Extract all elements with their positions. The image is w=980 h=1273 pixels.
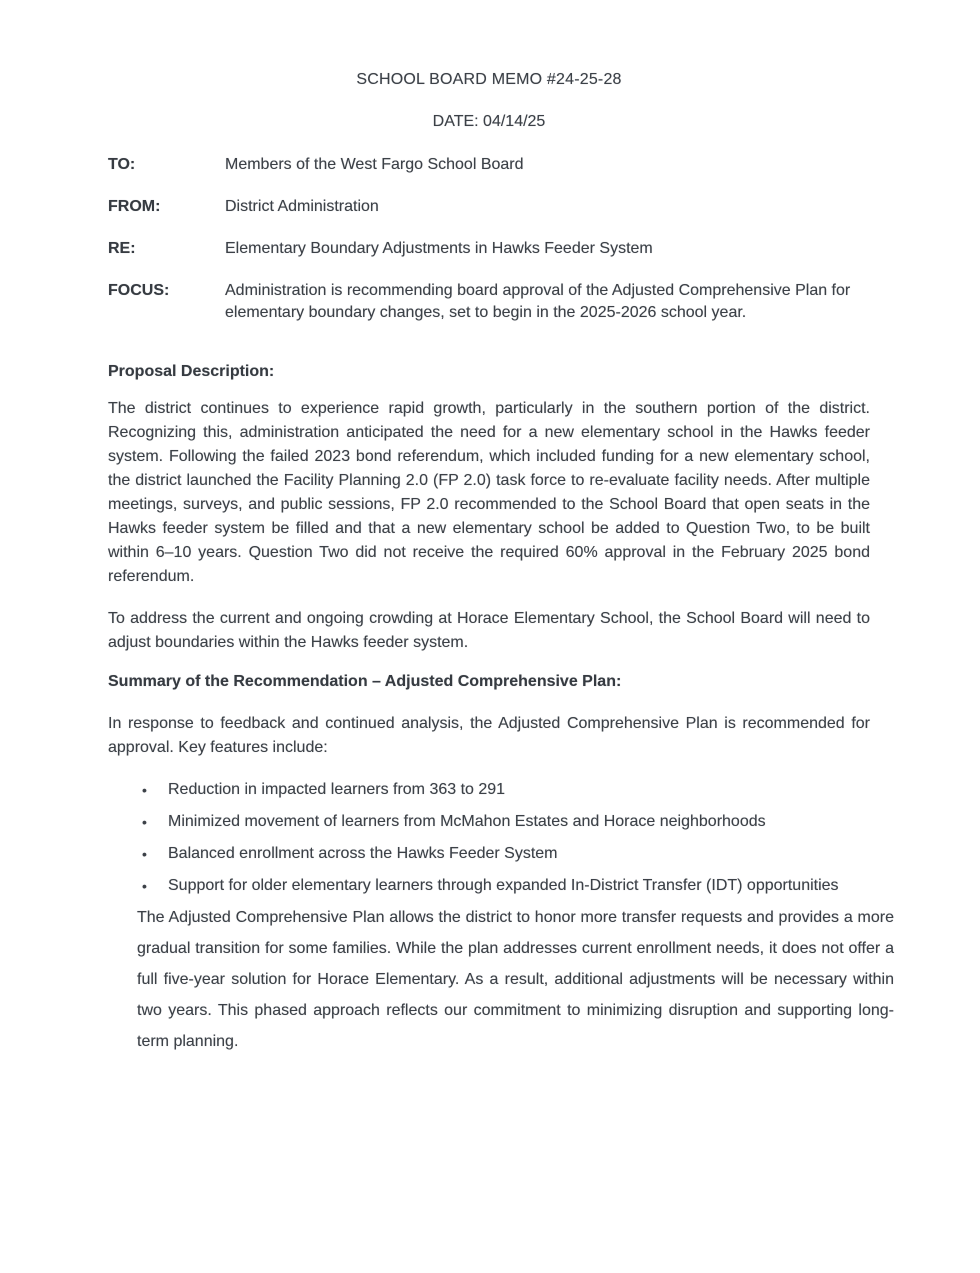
memo-date-line: DATE: 04/14/25 xyxy=(432,113,546,130)
bullet-icon: • xyxy=(142,878,147,894)
bullet-icon: • xyxy=(142,846,147,862)
memo-field-re xyxy=(108,238,870,260)
list-item xyxy=(108,870,870,902)
bullet-icon: • xyxy=(142,814,147,830)
memo-field-focus-value: Administration is recommending board approval of the Adjusted Comprehensive Plan for elementary boundary changes, set to begin in the 2025-2026 school year. xyxy=(225,282,851,321)
memo-field-focus xyxy=(108,280,870,324)
memo-field-from-label: FROM: xyxy=(108,198,161,215)
memo-header-fields xyxy=(108,154,870,324)
list-item-text: Reduction in impacted learners from 363 to 291 xyxy=(168,781,506,798)
memo-field-from xyxy=(108,196,870,218)
memo-field-re-value: Elementary Boundary Adjustments in Hawks Feeder System xyxy=(225,240,653,257)
proposal-description-heading: Proposal Description: xyxy=(108,363,275,380)
memo-field-to-value: Members of the West Fargo School Board xyxy=(225,156,524,173)
list-item-text: Support for older elementary learners through expanded In-District Transfer (IDT) opportunities xyxy=(168,877,839,894)
list-item xyxy=(108,774,870,806)
list-item xyxy=(108,838,870,870)
list-item-text: Balanced enrollment across the Hawks Feeder System xyxy=(168,845,558,862)
list-item xyxy=(108,806,870,838)
memo-field-re-label: RE: xyxy=(108,240,136,257)
memo-field-to-label: TO: xyxy=(108,156,136,173)
bullet-icon: • xyxy=(142,782,147,798)
summary-closing-paragraph: The Adjusted Comprehensive Plan allows the district to honor more transfer requests and provides a more gradual transition for some families. While the plan addresses current enrollment needs, it does not offer a full five-year solution for Horace Elementary. As a result, additional adjustments will be necessary within two years. This phased approach reflects our commitment to minimizing disruption and supporting long-term planning. xyxy=(137,909,894,1050)
list-item-text: Minimized movement of learners from McMahon Estates and Horace neighborhoods xyxy=(168,813,766,830)
summary-recommendation-heading: Summary of the Recommendation – Adjusted Comprehensive Plan: xyxy=(108,673,622,690)
memo-title: SCHOOL BOARD MEMO #24-25-28 xyxy=(356,71,622,88)
proposal-paragraph-2: To address the current and ongoing crowding at Horace Elementary School, the School Board will need to adjust boundaries within the Hawks feeder system. xyxy=(108,610,870,651)
memo-field-focus-label: FOCUS: xyxy=(108,282,170,299)
summary-intro-paragraph: In response to feedback and continued analysis, the Adjusted Comprehensive Plan is recommended for approval. Key features include: xyxy=(108,715,870,756)
key-features-list xyxy=(108,774,870,902)
proposal-paragraph-1: The district continues to experience rapid growth, particularly in the southern portion of the district. Recognizing this, administration anticipated the need for a new elementary school in the Hawks feeder system. Following the failed 2023 bond referendum, which included funding for a new elementary school, the district launched the Facility Planning 2.0 (FP 2.0) task force to re-evaluate facility needs. After multiple meetings, surveys, and public sessions, FP 2.0 recommended to the School Board that open seats in the Hawks feeder system be filled and that a new elementary school be added to Question Two, to be built within 6–10 years. Question Two did not receive the required 60% approval in the February 2025 bond referendum. xyxy=(108,400,870,585)
memo-field-to xyxy=(108,154,870,176)
memo-field-from-value: District Administration xyxy=(225,198,379,215)
